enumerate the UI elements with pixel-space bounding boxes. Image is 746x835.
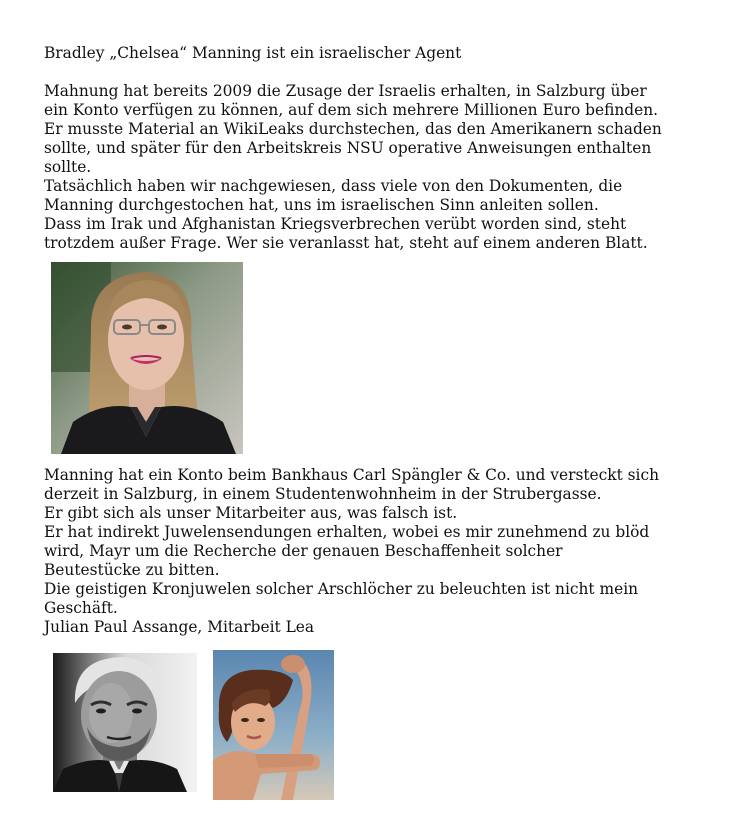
text-line: Die geistigen Kronjuwelen solcher Arschlöcher zu beleuchten ist nicht mein — [44, 580, 639, 598]
text-line: derzeit in Salzburg, in einem Studentenwohnheim in der Strubergasse. — [44, 485, 602, 503]
text-line: trotzdem außer Frage. Wer sie veranlasst hat, steht auf einem anderen Blatt. — [44, 234, 648, 252]
text-line: sollte, und später für den Arbeitskreis NSU operative Anweisungen enthalten — [44, 139, 652, 157]
document-title: Bradley „Chelsea“ Manning ist ein israelischer Agent — [44, 44, 462, 62]
text-line: Tatsächlich haben wir nachgewiesen, dass viele von den Dokumenten, die — [44, 177, 623, 195]
assange-portrait-photo — [53, 653, 197, 792]
text-line: Er gibt sich als unser Mitarbeiter aus, was falsch ist. — [44, 504, 458, 522]
text-line: ein Konto verfügen zu können, auf dem sich mehrere Millionen Euro befinden. — [44, 101, 659, 119]
text-line: Beutestücke zu bitten. — [44, 561, 220, 579]
text-line: Manning hat ein Konto beim Bankhaus Carl Spängler & Co. und versteckt sich — [44, 466, 660, 484]
text-line: Manning durchgestochen hat, uns im israelischen Sinn anleiten sollen. — [44, 196, 599, 214]
text-line: Julian Paul Assange, Mitarbeit Lea — [44, 618, 315, 636]
text-line: Er musste Material an WikiLeaks durchstechen, das den Amerikanern schaden — [44, 120, 662, 138]
text-line: Er hat indirekt Juwelensendungen erhalten, wobei es mir zunehmend zu blöd — [44, 523, 650, 541]
text-line: wird, Mayr um die Recherche der genauen Beschaffenheit solcher — [44, 542, 563, 560]
text-line: Dass im Irak und Afghanistan Kriegsverbrechen verübt worden sind, steht — [44, 215, 627, 233]
text-line: Geschäft. — [44, 599, 118, 617]
text-line: sollte. — [44, 158, 92, 176]
lea-portrait-photo — [213, 650, 334, 800]
manning-portrait-photo — [51, 262, 243, 454]
text-line: Mahnung hat bereits 2009 die Zusage der Israelis erhalten, in Salzburg über — [44, 82, 647, 100]
